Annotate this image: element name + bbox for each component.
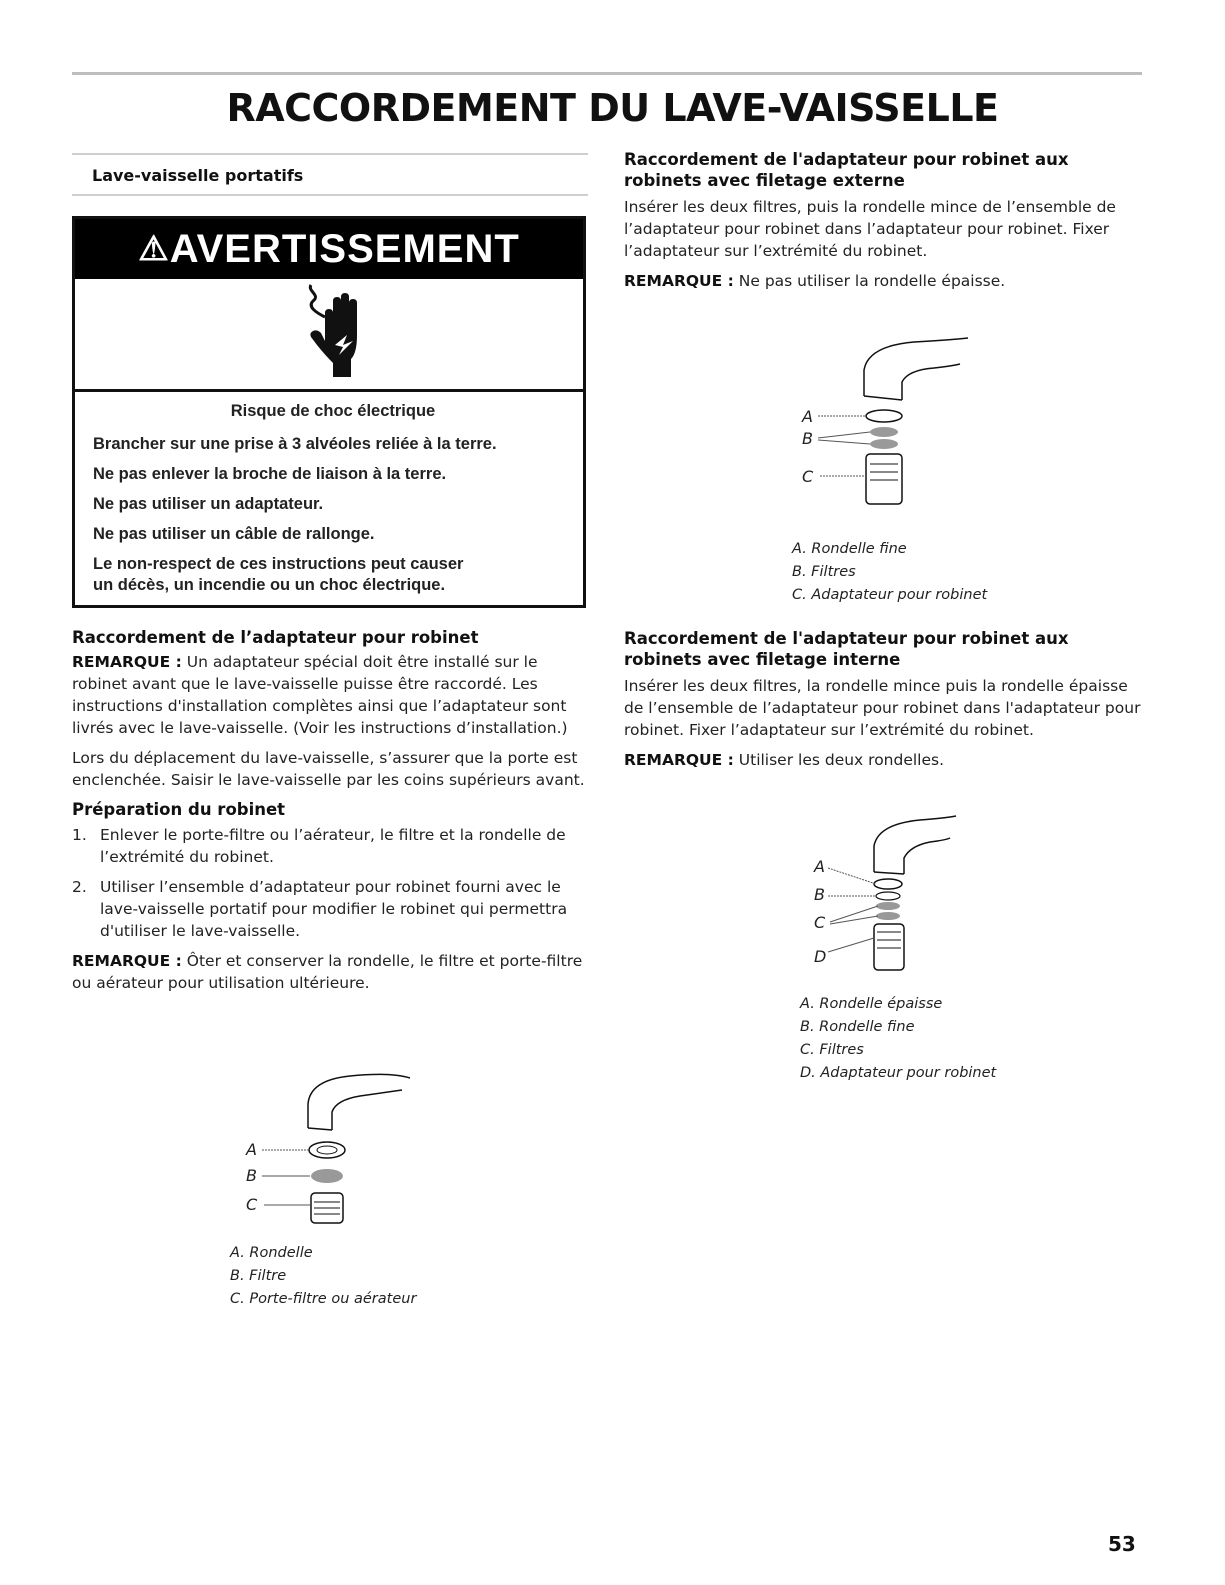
fig-caption: B. Rondelle fine (800, 1019, 915, 1035)
left-fig-captions (230, 1242, 416, 1311)
warning-line: Ne pas enlever la broche de liaison à la terre. (93, 465, 447, 483)
note-paragraph-2 (72, 950, 592, 994)
step-text: Utiliser l’ensemble d’adaptateur pour robinet fourni avec le lave-vaisselle portatif pour modifier le robinet qui permettra d'utiliser le lave-vaisselle. (100, 878, 568, 940)
fig-caption: A. Rondelle épaisse (800, 996, 943, 1012)
warning-header (75, 219, 583, 279)
internal-note (624, 749, 1144, 771)
faucet-diagram-left (230, 1060, 430, 1240)
fig-label: C (814, 913, 826, 932)
external-thread-text: Insérer les deux filtres, puis la rondelle mince de l’ensemble de l’adaptateur pour robinet dans l’adaptateur pour robinet. Fixer l’adaptateur sur l’extrémité du robinet. (624, 198, 1116, 260)
fig-label: A (246, 1140, 257, 1159)
move-paragraph: Lors du déplacement du lave-vaisselle, s’assurer que la porte est enclenchée. Saisir le lave-vaisselle par les coins supérieurs avant. (72, 749, 585, 789)
fig-caption: A. Rondelle fine (792, 541, 907, 557)
electrical-shock-hand-icon (303, 283, 375, 383)
adapter-heading: Raccordement de l’adaptateur pour robinet (72, 628, 479, 647)
note-text: Ne pas utiliser la rondelle épaisse. (738, 272, 1006, 290)
faucet-diagram-external (790, 330, 990, 530)
fig-caption: C. Filtres (800, 1042, 864, 1058)
steps-list (72, 824, 592, 942)
step-item (72, 824, 592, 868)
warning-triangle-icon: ⚠ (138, 230, 170, 268)
warning-heading: Risque de choc électrique (230, 402, 436, 420)
section-rule-bottom (72, 194, 588, 196)
note-text: Utiliser les deux rondelles. (738, 751, 945, 769)
faucet-diagram-internal (800, 810, 1000, 990)
external-thread-body (624, 196, 1144, 300)
page-number: 53 (1108, 1532, 1136, 1556)
fig-label: C (246, 1195, 258, 1214)
note-paragraph (72, 651, 592, 739)
warning-line: Ne pas utiliser un câble de rallonge. (93, 525, 375, 543)
section-rule-top (72, 153, 588, 155)
fig-label: A (814, 857, 825, 876)
fig-caption: D. Adaptateur pour robinet (800, 1065, 997, 1081)
step-number: 2. (72, 878, 87, 896)
warning-line: Ne pas utiliser un adaptateur. (93, 495, 324, 513)
step-text: Enlever le porte-filtre ou l’aérateur, le filtre et la rondelle de l’extrémité du robinet. (100, 826, 566, 866)
fig-label: B (814, 885, 825, 904)
note-keyword: REMARQUE : (72, 952, 182, 970)
fig-caption: C. Adaptateur pour robinet (792, 587, 988, 603)
external-thread-heading: Raccordement de l'adaptateur pour robinet aux robinets avec filetage externe (624, 150, 1069, 190)
prep-heading: Préparation du robinet (72, 800, 286, 819)
internal-thread-body (624, 675, 1144, 779)
fig-caption: C. Porte-filtre ou aérateur (230, 1291, 417, 1307)
step-item (72, 876, 592, 942)
internal-fig-captions (800, 993, 996, 1085)
left-body (72, 651, 592, 1002)
note-text: Un adaptateur spécial doit être installé sur le robinet avant que le lave-vaisselle puisse être raccordé. Les instructions d'installation complètes ainsi que l’adaptateur sont livrés avec le lave-vaisselle. (Voir les instructions d’installation.) (72, 653, 568, 737)
note-text: Ôter et conserver la rondelle, le filtre et porte-filtre ou aérateur pour utilisation ultérieure. (72, 952, 583, 992)
fig-label: D (814, 947, 827, 966)
warning-box (72, 216, 586, 608)
internal-thread-text: Insérer les deux filtres, la rondelle mince puis la rondelle épaisse de l’ensemble de l’adaptateur pour robinet dans l'adaptateur pour robinet. Fixer l’adaptateur sur l’extrémité du robinet. (624, 677, 1141, 739)
external-note (624, 270, 1144, 292)
warning-divider (75, 389, 583, 392)
note-keyword: REMARQUE : (624, 751, 734, 769)
page-title: RACCORDEMENT DU LAVE-VAISSELLE (226, 86, 999, 130)
fig-label: B (802, 429, 813, 448)
external-fig-captions (792, 538, 987, 607)
warning-line: Brancher sur une prise à 3 alvéoles reliée à la terre. (93, 435, 497, 453)
fig-caption: B. Filtres (792, 564, 856, 580)
warning-text (93, 401, 573, 605)
fig-label: A (802, 407, 813, 426)
note-keyword: REMARQUE : (624, 272, 734, 290)
internal-thread-heading: Raccordement de l'adaptateur pour robinet aux robinets avec filetage interne (624, 629, 1069, 669)
section-label: Lave-vaisselle portatifs (92, 166, 304, 185)
fig-label: B (246, 1166, 257, 1185)
top-rule (72, 72, 1142, 75)
warning-line: Le non-respect de ces instructions peut causer (93, 555, 464, 573)
fig-caption: A. Rondelle (230, 1245, 313, 1261)
fig-caption: B. Filtre (230, 1268, 287, 1284)
note-keyword: REMARQUE : (72, 653, 182, 671)
step-number: 1. (72, 826, 87, 844)
warning-header-text: AVERTISSEMENT (169, 227, 520, 271)
warning-line: un décès, un incendie ou un choc électrique. (93, 576, 446, 594)
fig-label: C (802, 467, 814, 486)
